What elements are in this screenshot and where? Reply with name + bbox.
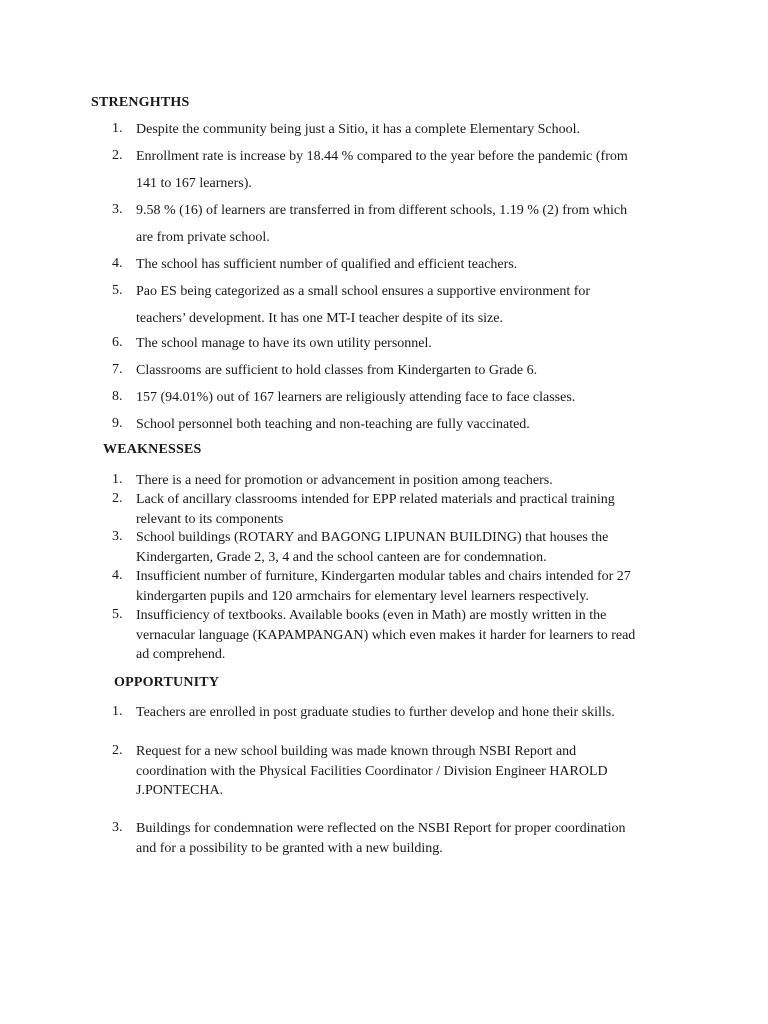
item-number: 1. <box>112 704 123 719</box>
item-text: School buildings (ROTARY and BAGONG LIPUNAN BUILDING) that houses the <box>136 530 609 545</box>
item-number: 8. <box>112 389 123 404</box>
item-number: 4. <box>112 256 123 271</box>
item-text: Insufficiency of textbooks. Available books (even in Math) are mostly written in the <box>136 608 607 623</box>
item-text: Despite the community being just a Sitio, it has a complete Elementary School. <box>136 122 581 137</box>
item-text: Teachers are enrolled in post graduate studies to further develop and hone their skills. <box>136 705 615 720</box>
item-text: Enrollment rate is increase by 18.44 % compared to the year before the pandemic (from <box>136 149 628 164</box>
item-text: relevant to its components <box>136 511 284 527</box>
item-number: 2. <box>112 743 123 758</box>
item-text: ad comprehend. <box>136 647 226 662</box>
item-number: 5. <box>112 607 123 622</box>
item-text: Classrooms are sufficient to hold classes from Kindergarten to Grade 6. <box>136 363 538 378</box>
item-text: 141 to 167 learners). <box>136 176 252 191</box>
item-text: 9.58 % (16) of learners are transferred in from different schools, 1.19 % (2) from which <box>136 203 628 218</box>
item-number: 9. <box>112 416 123 431</box>
item-number: 3. <box>112 202 123 217</box>
item-text: teachers’ development. It has one MT-I teacher despite of its size. <box>136 311 503 326</box>
item-text: 157 (94.01%) out of 167 learners are religiously attending face to face classes. <box>136 390 576 405</box>
item-text: are from private school. <box>136 230 270 245</box>
strengths-heading: STRENGHTHS <box>91 95 190 110</box>
item-text: coordination with the Physical Facilities Coordinator / Division Engineer HAROLD <box>136 763 608 779</box>
item-text: vernacular language (KAPAMPANGAN) which even makes it harder for learners to read <box>136 627 636 643</box>
item-text: Pao ES being categorized as a small school ensures a supportive environment for <box>136 284 591 299</box>
item-number: 5. <box>112 283 123 298</box>
item-number: 7. <box>112 362 123 377</box>
item-text: Buildings for condemnation were reflected on the NSBI Report for proper coordination <box>136 821 626 836</box>
item-text: Kindergarten, Grade 2, 3, 4 and the school canteen are for condemnation. <box>136 549 547 565</box>
item-text: kindergarten pupils and 120 armchairs for elementary level learners respectively. <box>136 588 589 604</box>
item-number: 4. <box>112 568 123 583</box>
item-text: There is a need for promotion or advancement in position among teachers. <box>136 473 553 488</box>
item-text: The school has sufficient number of qualified and efficient teachers. <box>136 257 518 272</box>
weaknesses-heading: WEAKNESSES <box>103 442 202 457</box>
item-text: Insufficient number of furniture, Kindergarten modular tables and chairs intended for 27 <box>136 569 631 584</box>
item-number: 1. <box>112 472 123 487</box>
item-text: School personnel both teaching and non-teaching are fully vaccinated. <box>136 417 530 432</box>
item-number: 3. <box>112 529 123 544</box>
item-text: J.PONTECHA. <box>136 783 224 798</box>
item-text: Request for a new school building was made known through NSBI Report and <box>136 744 577 759</box>
item-number: 2. <box>112 491 123 506</box>
item-number: 3. <box>112 820 123 835</box>
opportunity-heading: OPPORTUNITY <box>114 675 220 690</box>
item-text: The school manage to have its own utility personnel. <box>136 336 432 351</box>
item-number: 2. <box>112 148 123 163</box>
item-text: Lack of ancillary classrooms intended for EPP related materials and practical training <box>136 492 615 507</box>
item-text: and for a possibility to be granted with a new building. <box>136 840 443 856</box>
item-number: 1. <box>112 121 123 136</box>
item-number: 6. <box>112 335 123 350</box>
